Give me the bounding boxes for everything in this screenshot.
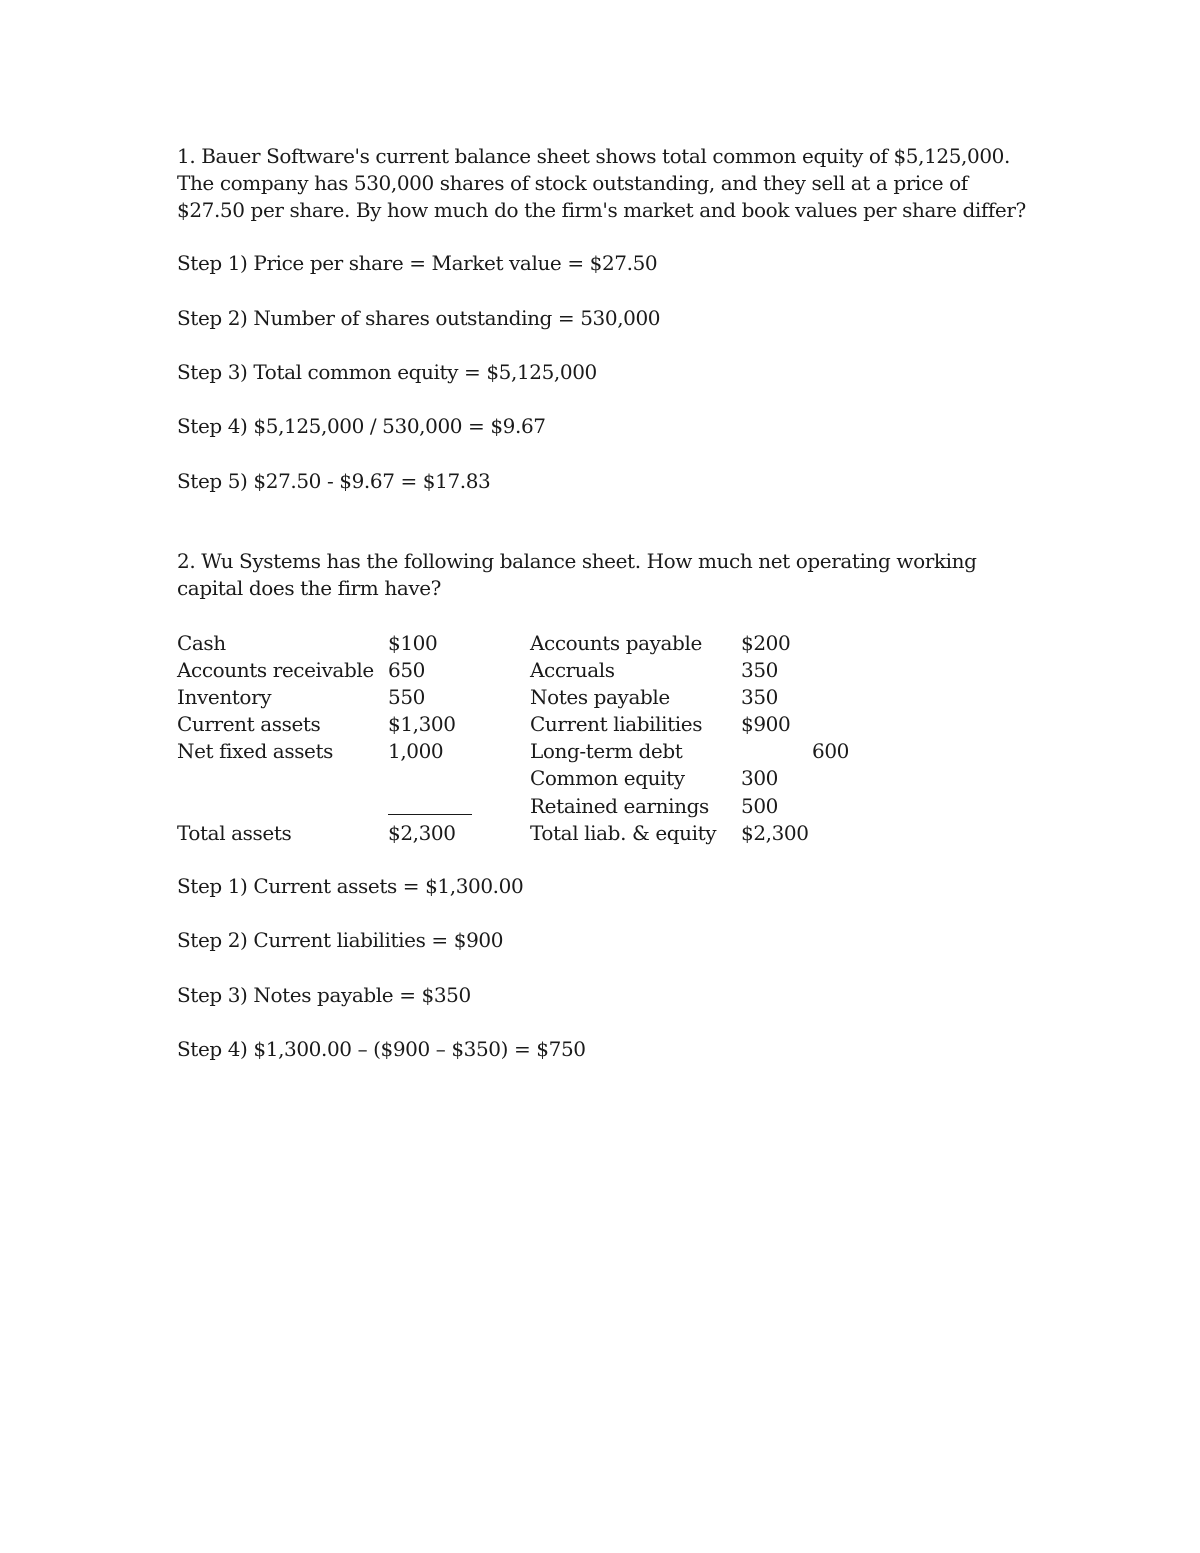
liability-value: 600 (812, 739, 849, 763)
q1-step-4: Step 4) $5,125,000 / 530,000 = $9.67 (177, 414, 546, 438)
total-assets-label: Total assets (177, 821, 292, 845)
liability-value: $200 (741, 631, 791, 655)
q2-step-1: Step 1) Current assets = $1,300.00 (177, 874, 524, 898)
asset-value: 1,000 (388, 739, 444, 763)
liability-label: Accounts payable (530, 631, 702, 655)
question-1-text: 1. Bauer Software's current balance sheet shows total common equity of $5,125,000. The company has 530,000 shares of stock outstanding, and they sell at a price of $27.50 per share. By how much do the firm's market and book values per share differ? (177, 144, 1026, 222)
q1-step-2: Step 2) Number of shares outstanding = 530,000 (177, 306, 661, 330)
asset-value: 650 (388, 658, 425, 682)
asset-value: 550 (388, 685, 425, 709)
asset-value: $1,300 (388, 712, 456, 736)
liability-label: Retained earnings (530, 794, 709, 818)
q2-step-4: Step 4) $1,300.00 – ($900 – $350) = $750 (177, 1037, 586, 1061)
asset-label: Cash (177, 631, 226, 655)
liability-label: Long-term debt (530, 739, 683, 763)
liability-label: Notes payable (530, 685, 670, 709)
total-liab-equity-label: Total liab. & equity (530, 821, 717, 845)
asset-label: Inventory (177, 685, 272, 709)
asset-label: Net fixed assets (177, 739, 333, 763)
liability-value: 500 (741, 794, 778, 818)
asset-label: Accounts receivable (177, 658, 374, 682)
question-2-text: 2. Wu Systems has the following balance sheet. How much net operating working capital does the firm have? (177, 549, 977, 600)
total-assets-value: $2,300 (388, 821, 456, 845)
asset-value: $100 (388, 631, 438, 655)
liability-label: Common equity (530, 766, 685, 790)
liability-value: $900 (741, 712, 791, 736)
liability-label: Accruals (530, 658, 615, 682)
liability-value: 350 (741, 685, 778, 709)
q1-step-5: Step 5) $27.50 - $9.67 = $17.83 (177, 469, 491, 493)
q1-step-1: Step 1) Price per share = Market value = $27.50 (177, 251, 658, 275)
liability-value: 350 (741, 658, 778, 682)
asset-label: Current assets (177, 712, 321, 736)
q1-step-3: Step 3) Total common equity = $5,125,000 (177, 360, 597, 384)
total-liab-equity-value: $2,300 (741, 821, 809, 845)
liability-value: 300 (741, 766, 778, 790)
liability-label: Current liabilities (530, 712, 703, 736)
q2-step-2: Step 2) Current liabilities = $900 (177, 928, 504, 952)
q2-step-3: Step 3) Notes payable = $350 (177, 983, 471, 1007)
total-underline (388, 814, 472, 815)
